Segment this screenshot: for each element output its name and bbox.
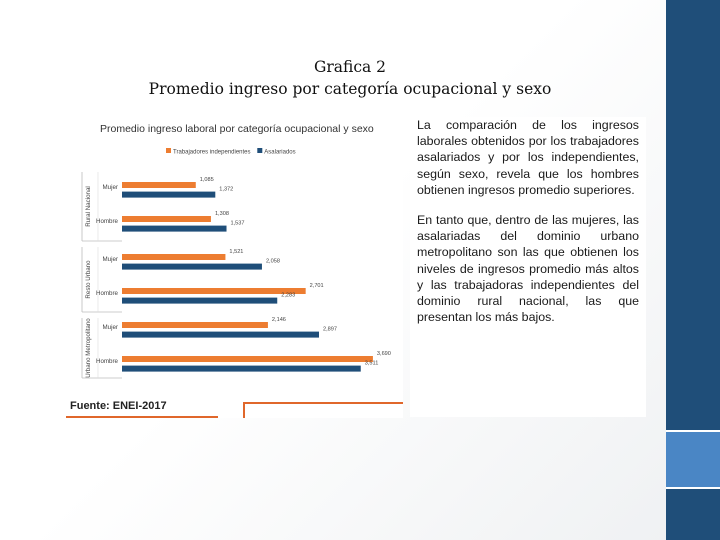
right-band-separator-bottom (666, 487, 720, 489)
data-label-1-0: 1,372 (219, 186, 234, 193)
category-label-3: Hombre (95, 290, 118, 297)
data-label-0-5: 3,690 (376, 351, 391, 357)
source-underline (66, 416, 218, 418)
group-label-0: Rural Nacional (85, 186, 92, 227)
data-label-1-5: 3,511 (364, 360, 379, 367)
slide-title-line1: Grafica 2 (313, 58, 387, 76)
data-label-1-3: 2,283 (281, 292, 296, 299)
data-label-0-3: 2,701 (309, 283, 324, 289)
bar-1-3 (122, 298, 277, 304)
data-label-1-1: 1,537 (230, 220, 245, 227)
bar-0-3 (122, 288, 306, 294)
right-decorative-band (666, 0, 720, 540)
legend-label-1: Asalariados (264, 149, 296, 156)
decorative-horizontal-line (243, 402, 403, 404)
data-label-1-2: 2,058 (265, 258, 280, 265)
legend-label-0: Trabajadores independientes (173, 149, 251, 156)
bar-0-2 (122, 254, 225, 260)
right-band-separator-top (666, 430, 720, 432)
bar-chart (66, 116, 403, 418)
bar-0-0 (122, 182, 196, 188)
slide-title (100, 56, 600, 100)
bar-1-4 (122, 332, 319, 338)
data-label-1-4: 2,897 (322, 326, 337, 333)
data-label-0-4: 2,146 (271, 317, 286, 323)
bar-1-2 (122, 264, 262, 270)
source-note: Fuente: ENEI-2017 (70, 400, 167, 412)
category-label-5: Hombre (95, 358, 118, 365)
data-label-0-2: 1,521 (229, 249, 244, 255)
category-label-1: Hombre (95, 218, 118, 225)
bar-1-1 (122, 226, 227, 232)
group-label-1: Resto Urbano (85, 260, 92, 299)
bar-1-0 (122, 192, 215, 198)
text-paragraph-1: La comparación de los ingresos laborales obtenidos por los trabajadores asalariados y por los independientes, según sexo, revela que los hombres obtienen ingresos promedio superiores. (417, 118, 639, 197)
bar-0-5 (122, 356, 373, 362)
decorative-vertical-line (243, 402, 245, 418)
category-label-0: Mujer (102, 184, 118, 191)
text-paragraph-2: En tanto que, dentro de las mujeres, las asalariadas del dominio urbano metropolitano son las que obtienen los niveles de ingresos promedio más altos y las trabajadoras independientes del dominio rural nacional, las que presentan los más bajos. (417, 213, 639, 325)
legend-swatch-0 (166, 148, 171, 153)
slide-title-line2: Promedio ingreso por categoría ocupacional y sexo (148, 80, 552, 98)
category-label-2: Mujer (102, 256, 118, 263)
chart-title: Promedio ingreso laboral por categoría ocupacional y sexo (100, 123, 374, 135)
data-label-0-0: 1,085 (199, 177, 214, 183)
bar-0-4 (122, 322, 268, 328)
bar-0-1 (122, 216, 211, 222)
legend-swatch-1 (257, 148, 262, 153)
text-panel (410, 117, 646, 417)
chart-panel (66, 116, 403, 418)
group-label-2: Urbano Metropolitano (85, 318, 92, 378)
category-label-4: Mujer (102, 324, 118, 331)
right-band-accent-block (666, 432, 720, 487)
bar-1-5 (122, 366, 361, 372)
data-label-0-1: 1,308 (214, 211, 229, 217)
